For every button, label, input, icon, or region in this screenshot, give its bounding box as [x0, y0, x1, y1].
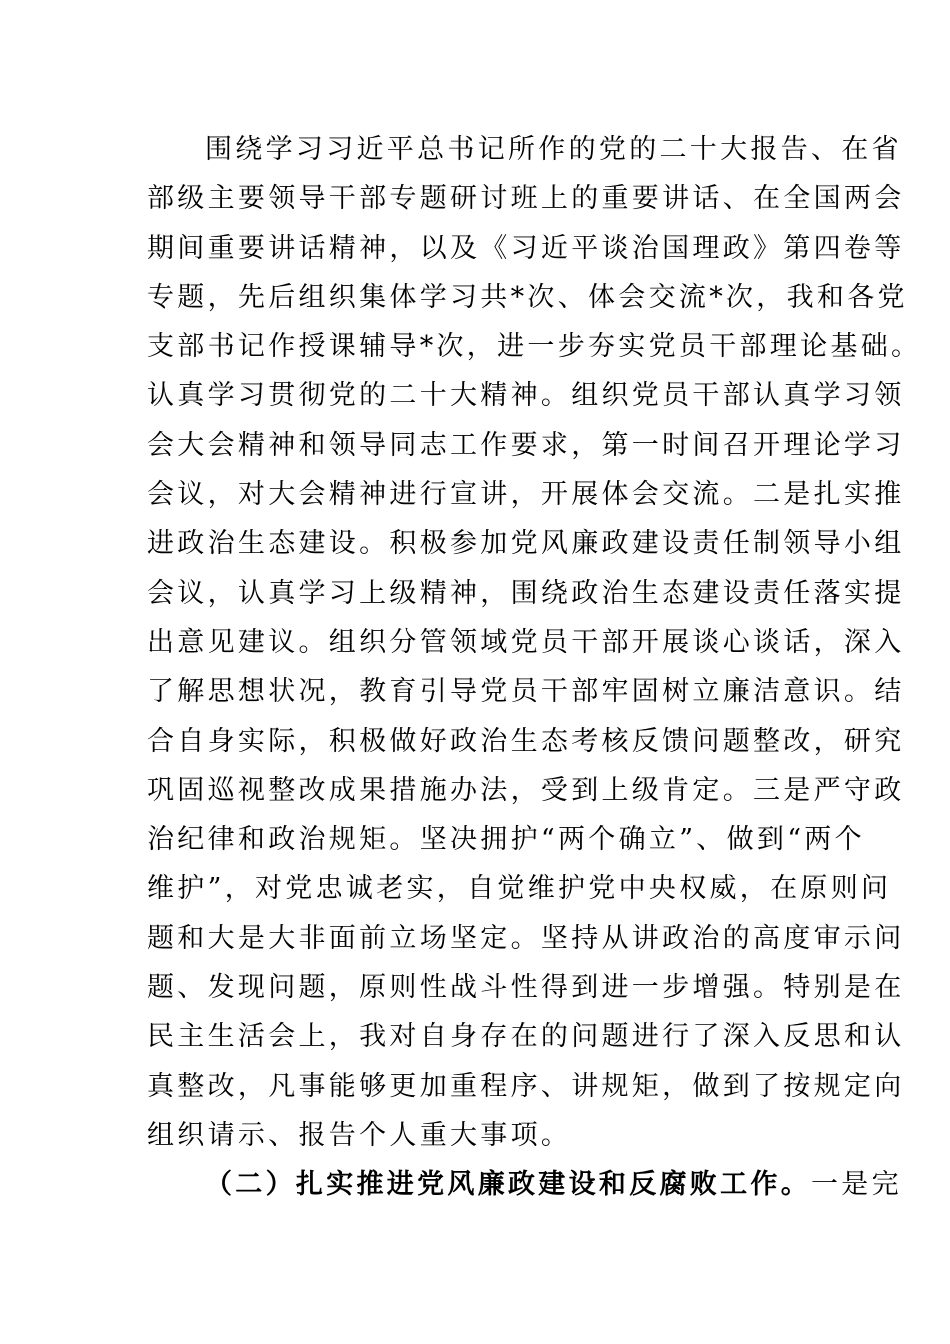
paragraph-line: 会大会精神和领导同志工作要求，第一时间召开理论学习: [147, 429, 905, 461]
paragraph-line: 巩固巡视整改成果措施办法，受到上级肯定。三是严守政: [147, 774, 905, 806]
paragraph-line: 题、发现问题，原则性战斗性得到进一步增强。特别是在: [147, 972, 905, 1004]
section-heading-line: [147, 1160, 902, 1209]
paragraph-line: 支部书记作授课辅导*次，进一步夯实党员干部理论基础。: [147, 331, 922, 363]
paragraph-line: 组织请示、报告个人重大事项。: [147, 1119, 572, 1151]
paragraph-line: 会议，对大会精神进行宣讲，开展体会交流。二是扎实推: [147, 479, 905, 511]
paragraph-line: 题和大是大非面前立场坚定。坚持从讲政治的高度审示问: [147, 922, 905, 954]
paragraph-line: 会议，认真学习上级精神，围绕政治生态建设责任落实提: [147, 577, 905, 609]
paragraph-line: 维护”，对党忠诚老实，自觉维护党中央权威，在原则问: [147, 873, 892, 905]
paragraph-line: 认真学习贯彻党的二十大精神。组织党员干部认真学习领: [147, 380, 905, 412]
paragraph-line: 民主生活会上，我对自身存在的问题进行了深入反思和认: [147, 1021, 905, 1053]
section-heading: （二）扎实推进党风廉政建设和反腐败工作。: [205, 1169, 811, 1201]
paragraph-line: 专题，先后组织集体学习共*次、体会交流*次，我和各党: [147, 281, 908, 313]
paragraph-line: 真整改，凡事能够更加重程序、讲规矩，做到了按规定向: [147, 1070, 905, 1102]
paragraph-line: 进政治生态建设。积极参加党风廉政建设责任制领导小组: [147, 528, 905, 560]
paragraph-line: 出意见建议。组织分管领域党员干部开展谈心谈话，深入: [147, 626, 905, 658]
paragraph-line: 部级主要领导干部专题研讨班上的重要讲话、在全国两会: [147, 183, 905, 215]
paragraph-line: 合自身实际，积极做好政治生态考核反馈问题整改，研究: [147, 725, 905, 757]
paragraph-line: 治纪律和政治规矩。坚决拥护“两个确立”、做到“两个: [147, 824, 865, 856]
section-heading-tail: 一是完: [811, 1169, 902, 1201]
document-body: [147, 125, 922, 1210]
paragraph-line: 期间重要讲话精神，以及《习近平谈治国理政》第四卷等: [147, 232, 905, 264]
paragraph-line: 围绕学习习近平总书记所作的党的二十大报告、在省: [205, 134, 902, 165]
paragraph-line: 了解思想状况，教育引导党员干部牢固树立廉洁意识。结: [147, 676, 905, 708]
